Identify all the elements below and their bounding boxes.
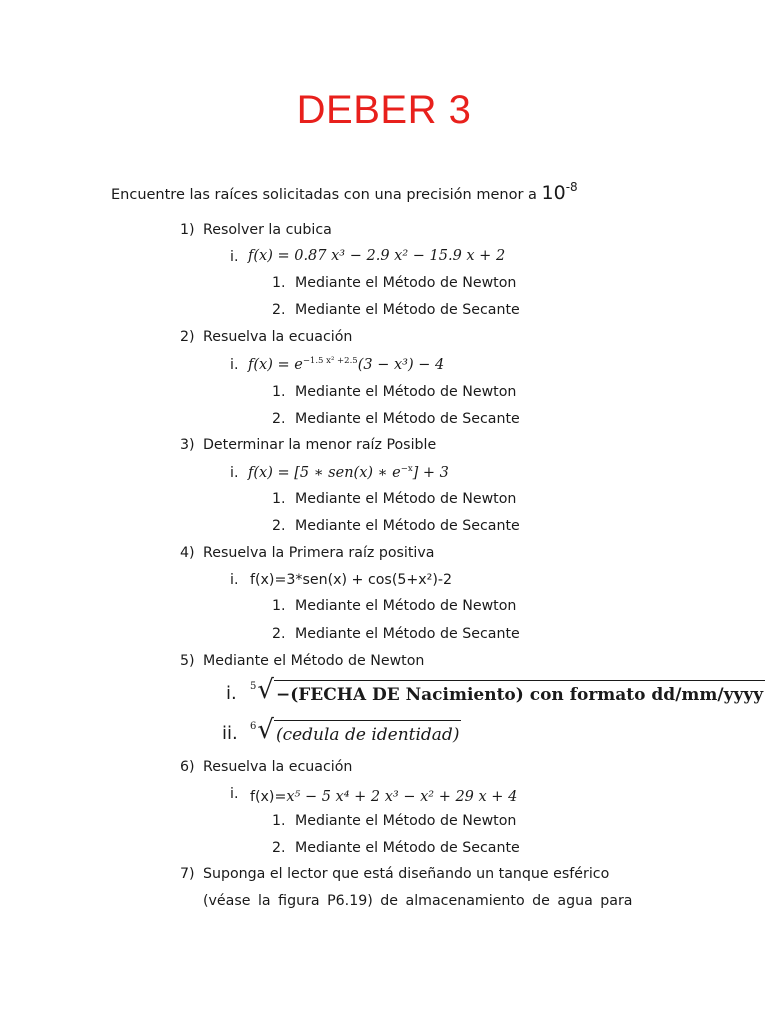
sub-label: i. [230,249,239,265]
method-text: Mediante el Método de Newton [295,384,517,400]
formula: f(x)=x⁵ − 5 x⁴ + 2 x³ − x² + 29 x + 4 [250,789,518,805]
root-label: i. [226,683,237,704]
item-text: Resolver la cubica [203,222,332,238]
intro-paragraph [111,180,578,204]
item-number: 6) [180,759,195,775]
item-text: Resuelva la Primera raíz positiva [203,545,435,561]
method-text: Mediante el Método de Newton [295,275,517,291]
method-number: 1. [272,598,286,614]
item-number: 5) [180,653,195,669]
method-number: 2. [272,840,286,856]
item-number: 1) [180,222,195,238]
item-number: 2) [180,329,195,345]
precision-exponent: -8 [565,180,578,194]
method-text: Mediante el Método de Secante [295,626,520,642]
document-title: DEBER 3 [296,88,472,132]
item-text: Suponga el lector que está diseñando un tanque esférico [203,866,610,882]
formula: f(x) = [5 ∗ sen(x) ∗ $e^{-x}] + 3$ [248,464,449,481]
item-number: 7) [180,866,195,882]
sub-label: i. [230,786,239,802]
item-number: 4) [180,545,195,561]
item-text: Determinar la menor raíz Posible [203,437,437,453]
radical-sign-icon: √ [257,715,274,745]
root-index: 5 [250,681,257,692]
method-text: Mediante el Método de Newton [295,813,517,829]
method-number: 2. [272,518,286,534]
method-number: 2. [272,626,286,642]
method-number: 2. [272,302,286,318]
method-number: 1. [272,491,286,507]
root-index: 6 [250,721,257,732]
radicand: (cedula de identidad) [274,720,462,745]
method-text: Mediante el Método de Secante [295,518,520,534]
method-text: Mediante el Método de Secante [295,840,520,856]
method-text: Mediante el Método de Secante [295,411,520,427]
item-number: 3) [180,437,195,453]
formula: f(x) = 0.87 x³ − 2.9 x² − 15.9 x + 2 [248,248,506,264]
formula: f(x)=3*sen(x) + cos(5+x²)-2 [250,572,453,588]
intro-text: Encuentre las raíces solicitadas con una precisión menor a [111,187,542,203]
method-number: 2. [272,411,286,427]
method-text: Mediante el Método de Secante [295,302,520,318]
sub-label: i. [230,572,239,588]
sixth-root-expression [250,715,461,745]
sub-label: i. [230,465,239,481]
radical-sign-icon: √ [257,675,274,705]
item-text: Resuelva la ecuación [203,759,353,775]
item-text: Resuelva la ecuación [203,329,353,345]
method-number: 1. [272,275,286,291]
formula: $f(x) = e^{-1.5 x^2 +2.5}(3 - x^3) - 4$ [248,356,445,373]
root-label: ii. [222,723,238,744]
method-text: Mediante el Método de Newton [295,491,517,507]
precision-base: 10 [541,182,566,204]
method-text: Mediante el Método de Newton [295,598,517,614]
method-number: 1. [272,384,286,400]
item-text: Mediante el Método de Newton [203,653,425,669]
sub-label: i. [230,357,239,373]
item-text-continuation: (véase la figura P6.19) de almacenamiento de agua para [203,893,633,909]
method-number: 1. [272,813,286,829]
radicand: −(FECHA DE Nacimiento) con formato dd/mm/yyyy [274,680,765,705]
fifth-root-expression [250,675,765,705]
